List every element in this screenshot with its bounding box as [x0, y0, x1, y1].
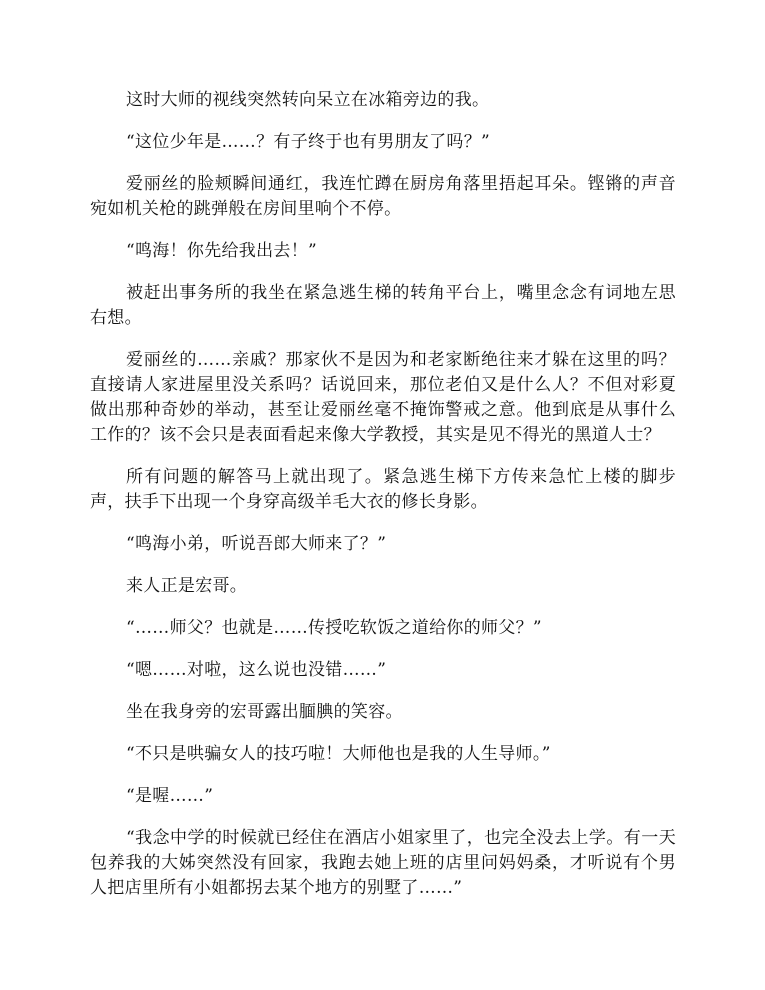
paragraph: 被赶出事务所的我坐在紧急逃生梯的转角平台上，嘴里念念有词地左思右想。: [90, 283, 676, 328]
paragraph: “鸣海！你先给我出去！”: [126, 241, 317, 261]
paragraph: 爱丽丝的脸颊瞬间通红，我连忙蹲在厨房角落里捂起耳朵。铿锵的声音宛如机关枪的跳弹般在房间里响个不停。: [90, 174, 676, 219]
paragraph: 所有问题的解答马上就出现了。紧急逃生梯下方传来急忙上楼的脚步声，扶手下出现一个身穿高级羊毛大衣的修长身影。: [90, 467, 676, 512]
paragraph: “我念中学的时候就已经住在酒店小姐家里了，也完全没去上学。有一天包养我的大姊突然没有回家，我跑去她上班的店里问妈妈桑，才听说有个男人把店里所有小姐都拐去某个地方的别墅了……”: [90, 828, 676, 898]
paragraph: 坐在我身旁的宏哥露出腼腆的笑容。: [126, 702, 403, 722]
paragraph: “是喔……”: [126, 786, 214, 806]
paragraph: “不只是哄骗女人的技巧啦！大师他也是我的人生导师。”: [126, 744, 551, 764]
paragraph: 来人正是宏哥。: [126, 576, 248, 596]
paragraph: “……师父？也就是……传授吃软饭之道给你的师父？”: [126, 618, 542, 638]
paragraph: “嗯……对啦，这么说也没错……”: [126, 660, 387, 680]
paragraph: 爱丽丝的……亲戚？那家伙不是因为和老家断绝往来才躲在这里的吗？直接请人家进屋里没关系吗？话说回来，那位老伯又是什么人？不但对彩夏做出那种奇妙的举动，甚至让爱丽丝毫不掩饰警戒之意。他到底是从事什么工作的？该不会只是表面看起来像大学教授，其实是见不得光的黑道人士？: [90, 350, 676, 445]
paragraph: “鸣海小弟，听说吾郎大师来了？”: [126, 534, 387, 554]
paragraph: 这时大师的视线突然转向呆立在冰箱旁边的我。: [126, 90, 490, 110]
paragraph: “这位少年是……？有子终于也有男朋友了吗？”: [126, 132, 490, 152]
page-body: [90, 88, 676, 918]
